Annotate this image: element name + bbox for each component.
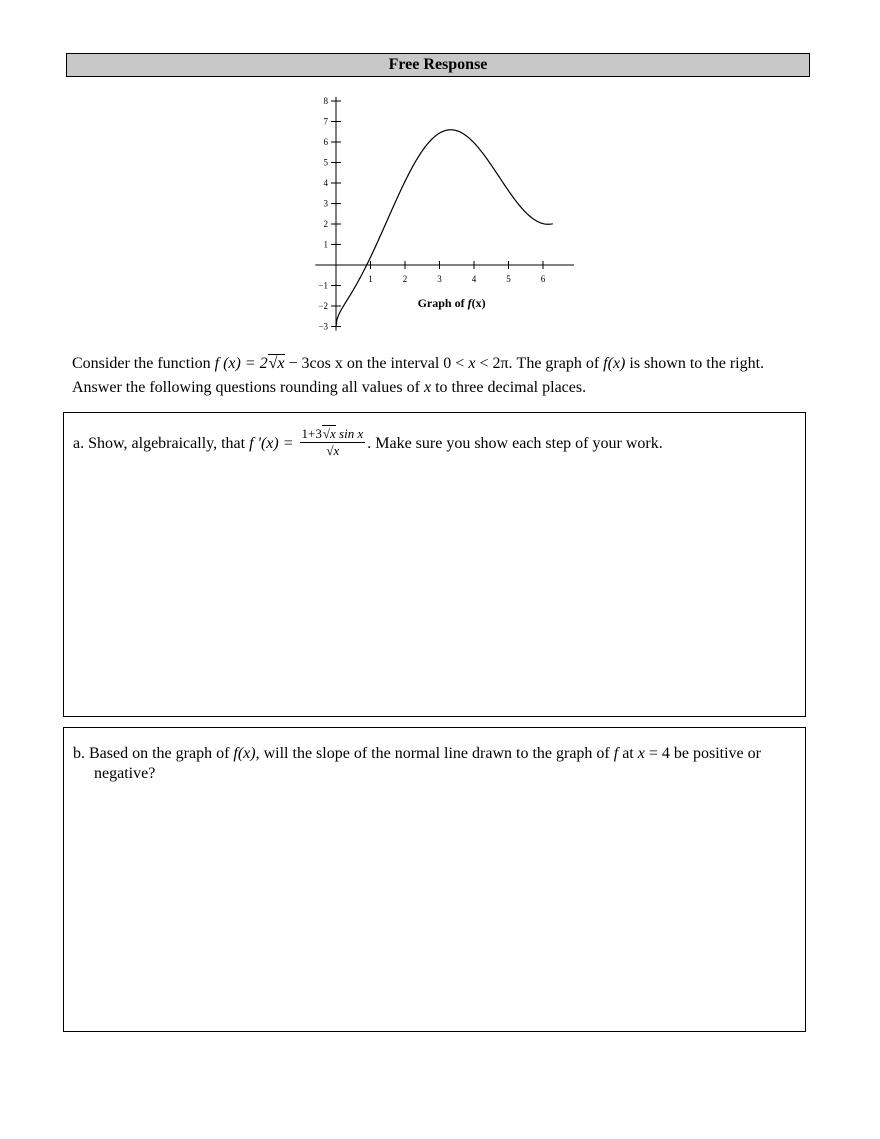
question-b-fx: f(x) — [233, 745, 256, 762]
question-a-text — [73, 426, 793, 460]
intro-var-x: x — [423, 379, 432, 396]
intro-text-2: on the interval 0 < — [342, 355, 469, 372]
x-tick-label: 4 — [471, 274, 477, 284]
y-tick-label: 3 — [323, 198, 328, 209]
denominator-sqrt-arg: x — [333, 443, 340, 458]
intro-text-1: Consider the function — [72, 355, 215, 372]
numerator-sqrt: √x — [322, 426, 336, 441]
answer-box-a[interactable] — [63, 412, 806, 717]
y-tick-label: −3 — [318, 321, 328, 332]
function-rest: − 3cos x — [284, 355, 343, 372]
question-b-text — [73, 744, 814, 784]
y-tick-label: 1 — [323, 239, 328, 250]
x-tick-label: 6 — [540, 274, 546, 284]
x-tick-label: 1 — [368, 274, 373, 284]
question-b-x: x — [637, 745, 645, 762]
interval-var: x — [468, 355, 476, 372]
fraction-numerator — [300, 427, 366, 443]
question-b-at: at — [618, 745, 638, 762]
x-tick-label: 5 — [506, 274, 511, 284]
question-a-suffix: . Make sure you show each step of your work. — [367, 435, 663, 453]
caption-func: f — [467, 296, 472, 310]
y-tick-label: 7 — [323, 116, 328, 127]
question-a-prefix: a. Show, algebraically, that — [73, 435, 250, 453]
function-graph — [300, 90, 590, 345]
caption-prefix: Graph of — [417, 296, 468, 310]
question-b-prefix: b. Based on the graph of — [73, 745, 234, 762]
derivative-lhs: f '(x) = — [249, 435, 298, 453]
question-b-mid: , will the slope of the normal line drawn to the graph of — [255, 745, 614, 762]
numerator-sin: sin x — [335, 426, 364, 441]
caption-arg: (x) — [471, 296, 486, 310]
sqrt-arg: x — [277, 355, 285, 372]
question-b-f: f — [613, 745, 619, 762]
denominator-sqrt: √x — [326, 443, 340, 458]
intro-text-4: is shown to the right. Answer the following questions rounding all values of — [72, 355, 765, 396]
sqrt-x: √x — [268, 355, 285, 372]
y-tick-label: 4 — [323, 178, 328, 188]
intro-text-5: to three decimal places. — [431, 379, 587, 396]
intro-fx: f(x) — [603, 355, 626, 372]
section-title: Free Response — [388, 56, 488, 73]
y-tick-label: 6 — [323, 137, 328, 147]
numerator-coeff: 1+3 — [301, 426, 322, 441]
fraction-denominator — [325, 443, 339, 458]
problem-intro — [72, 352, 812, 400]
y-tick-label: −1 — [318, 280, 328, 291]
x-tick-label: 3 — [437, 274, 442, 284]
intro-text-3: < 2π. The graph of — [475, 355, 604, 372]
y-tick-label: 5 — [323, 157, 328, 168]
section-header — [66, 53, 810, 77]
x-tick-label: 2 — [402, 274, 408, 284]
numerator-sqrt-arg: x — [330, 426, 336, 441]
y-tick-label: −2 — [318, 301, 328, 311]
answer-box-b[interactable] — [63, 727, 806, 1032]
derivative-fraction — [300, 427, 366, 458]
y-tick-label: 8 — [323, 96, 328, 106]
y-tick-label: 2 — [323, 219, 328, 229]
function-definition: f (x) = 2 — [214, 355, 268, 372]
graph-caption — [418, 296, 486, 310]
question-b-suffix: = 4 be positive or negative? — [94, 745, 761, 782]
